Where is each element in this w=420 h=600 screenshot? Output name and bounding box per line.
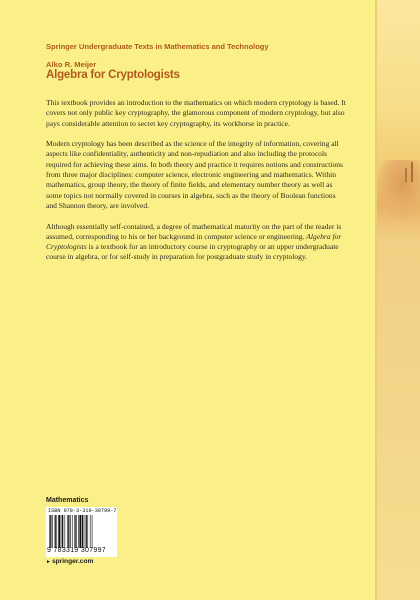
publisher-website <box>46 558 93 565</box>
cover-art-tower-2 <box>411 162 413 182</box>
cover-art-hill <box>377 160 420 220</box>
blurb-paragraph-1: This textbook provides an introduction to the mathematics on which modern cryptology is based. It covers not only public key cryptography, the glamorous component of modern cryptology, but also pays considerable attention to secret key cryptography, its workhorse in practice. <box>46 98 346 128</box>
barcode-bars <box>49 515 113 548</box>
blurb-paragraph-2: Modern cryptology has been described as the science of the integrity of information, covering all aspects like confidentiality, authenticity and non-repudiation and also including the protocols required for achieving these aims. In both theory and practice it requires notions and constructions from three major disciplines: computer science, electronic engineering and mathematics. Within mathematics, group theory, the theory of finite fields, and elementary number theory as well as some topics not normally covered in courses in algebra, such as the theory of Boolean functions and Shannon theory, are involved. <box>46 139 343 210</box>
cover-art-tower <box>405 168 407 182</box>
isbn-text: ISBN 978-3-319-30799-7 <box>48 508 117 514</box>
blurb-paragraph-3-end: is a textbook for an introductory course in cryptography or an upper undergraduate course in algebra, or for self-study in preparation for postgraduate study in cryptology. <box>46 242 339 262</box>
arrow-icon: ► <box>46 559 51 565</box>
blurb <box>46 98 346 273</box>
author-name: Alko R. Meijer <box>46 60 97 69</box>
blurb-paragraph-3 <box>46 222 346 263</box>
website-label: springer.com <box>51 558 94 565</box>
series-name: Springer Undergraduate Texts in Mathematics and Technology <box>46 42 269 51</box>
subject-category: Mathematics <box>46 497 89 504</box>
blurb-paragraph-3-start: Although essentially self-contained, a degree of mathematical maturity on the part of the reader is assumed, corresponding to his or her background in computer science or engineering. <box>46 221 342 241</box>
barcode-digits: 9 783319 307997 <box>47 547 106 554</box>
cover-art-strip <box>375 0 420 600</box>
book-title: Algebra for Cryptologists <box>46 69 180 81</box>
blurb-book-title: Algebra for Cryptologists <box>46 231 342 252</box>
barcode <box>46 507 117 557</box>
